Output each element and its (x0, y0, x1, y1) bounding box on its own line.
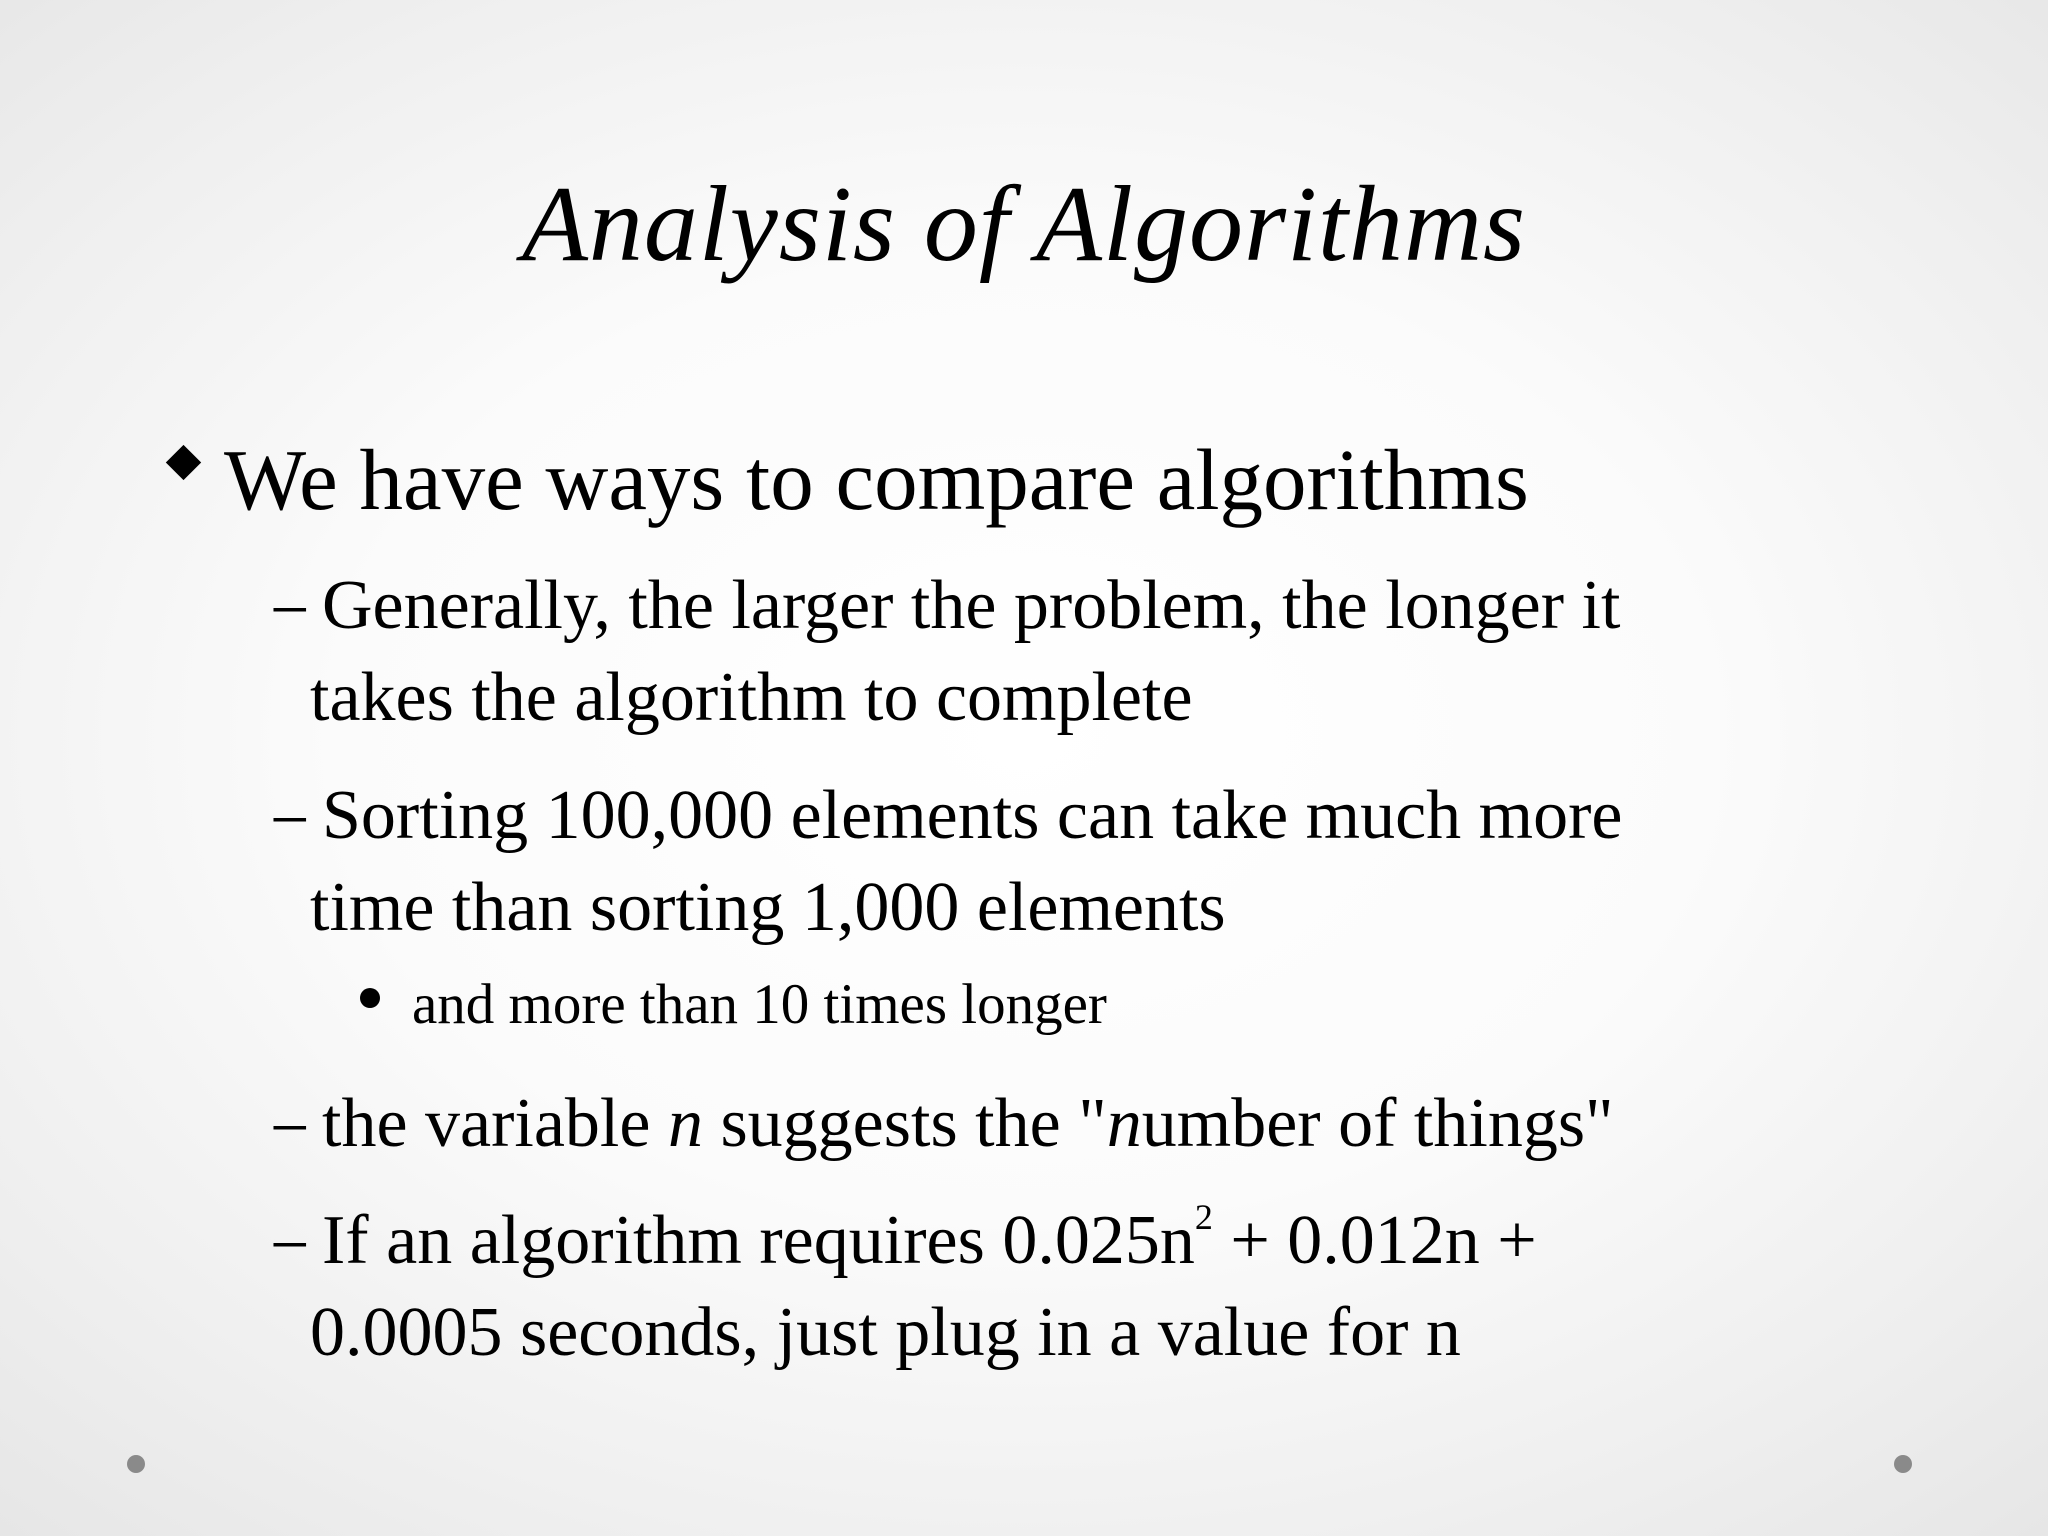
sub-bullet-4-text-a: If an algorithm requires 0.025n (322, 1202, 1195, 1279)
exponent: 2 (1194, 1197, 1213, 1237)
sub-bullet-4-line-1 (322, 1195, 1870, 1287)
corner-dot-right-icon (1894, 1455, 1912, 1473)
dot-bullet-icon (360, 988, 380, 1008)
diamond-bullet-icon (166, 445, 201, 480)
sub-bullet-4-line-2: 0.0005 seconds, just plug in a value for n (310, 1294, 1461, 1371)
sub-sub-bullet: and more than 10 times longer (412, 973, 1107, 1036)
sub-bullet-3-text-c: umber of things" (1141, 1085, 1614, 1162)
sub-bullet-4-text-b: + 0.012n + (1212, 1202, 1537, 1279)
sub-bullet-2-line-2: time than sorting 1,000 elements (310, 869, 1226, 946)
slide-title: Analysis of Algorithms (521, 165, 1527, 284)
sub-bullet-3 (270, 1078, 1870, 1170)
sub-bullet-1 (270, 560, 1870, 744)
sub-bullet-1-line-2: takes the algorithm to complete (310, 659, 1193, 736)
corner-dot-left-icon (127, 1455, 145, 1473)
sub-bullet-1-line-1: Generally, the larger the problem, the longer it (322, 567, 1621, 644)
bullet-main: We have ways to compare algorithms (224, 431, 1529, 528)
sub-bullet-2 (270, 770, 1870, 954)
variable-n: n (667, 1085, 703, 1162)
dash-bullet-icon: − (270, 1207, 310, 1284)
dash-bullet-icon: − (270, 572, 310, 649)
variable-n-emphasis: n (1106, 1085, 1142, 1162)
dash-bullet-icon: − (270, 1090, 310, 1167)
sub-bullet-3-text-a: the variable (322, 1085, 668, 1162)
sub-bullet-3-line-1 (322, 1078, 1870, 1170)
sub-bullet-2-line-1: Sorting 100,000 elements can take much more (322, 777, 1623, 854)
sub-bullet-3-text-b: suggests the " (702, 1085, 1107, 1162)
dash-bullet-icon: − (270, 782, 310, 859)
sub-bullet-4 (270, 1195, 1870, 1379)
